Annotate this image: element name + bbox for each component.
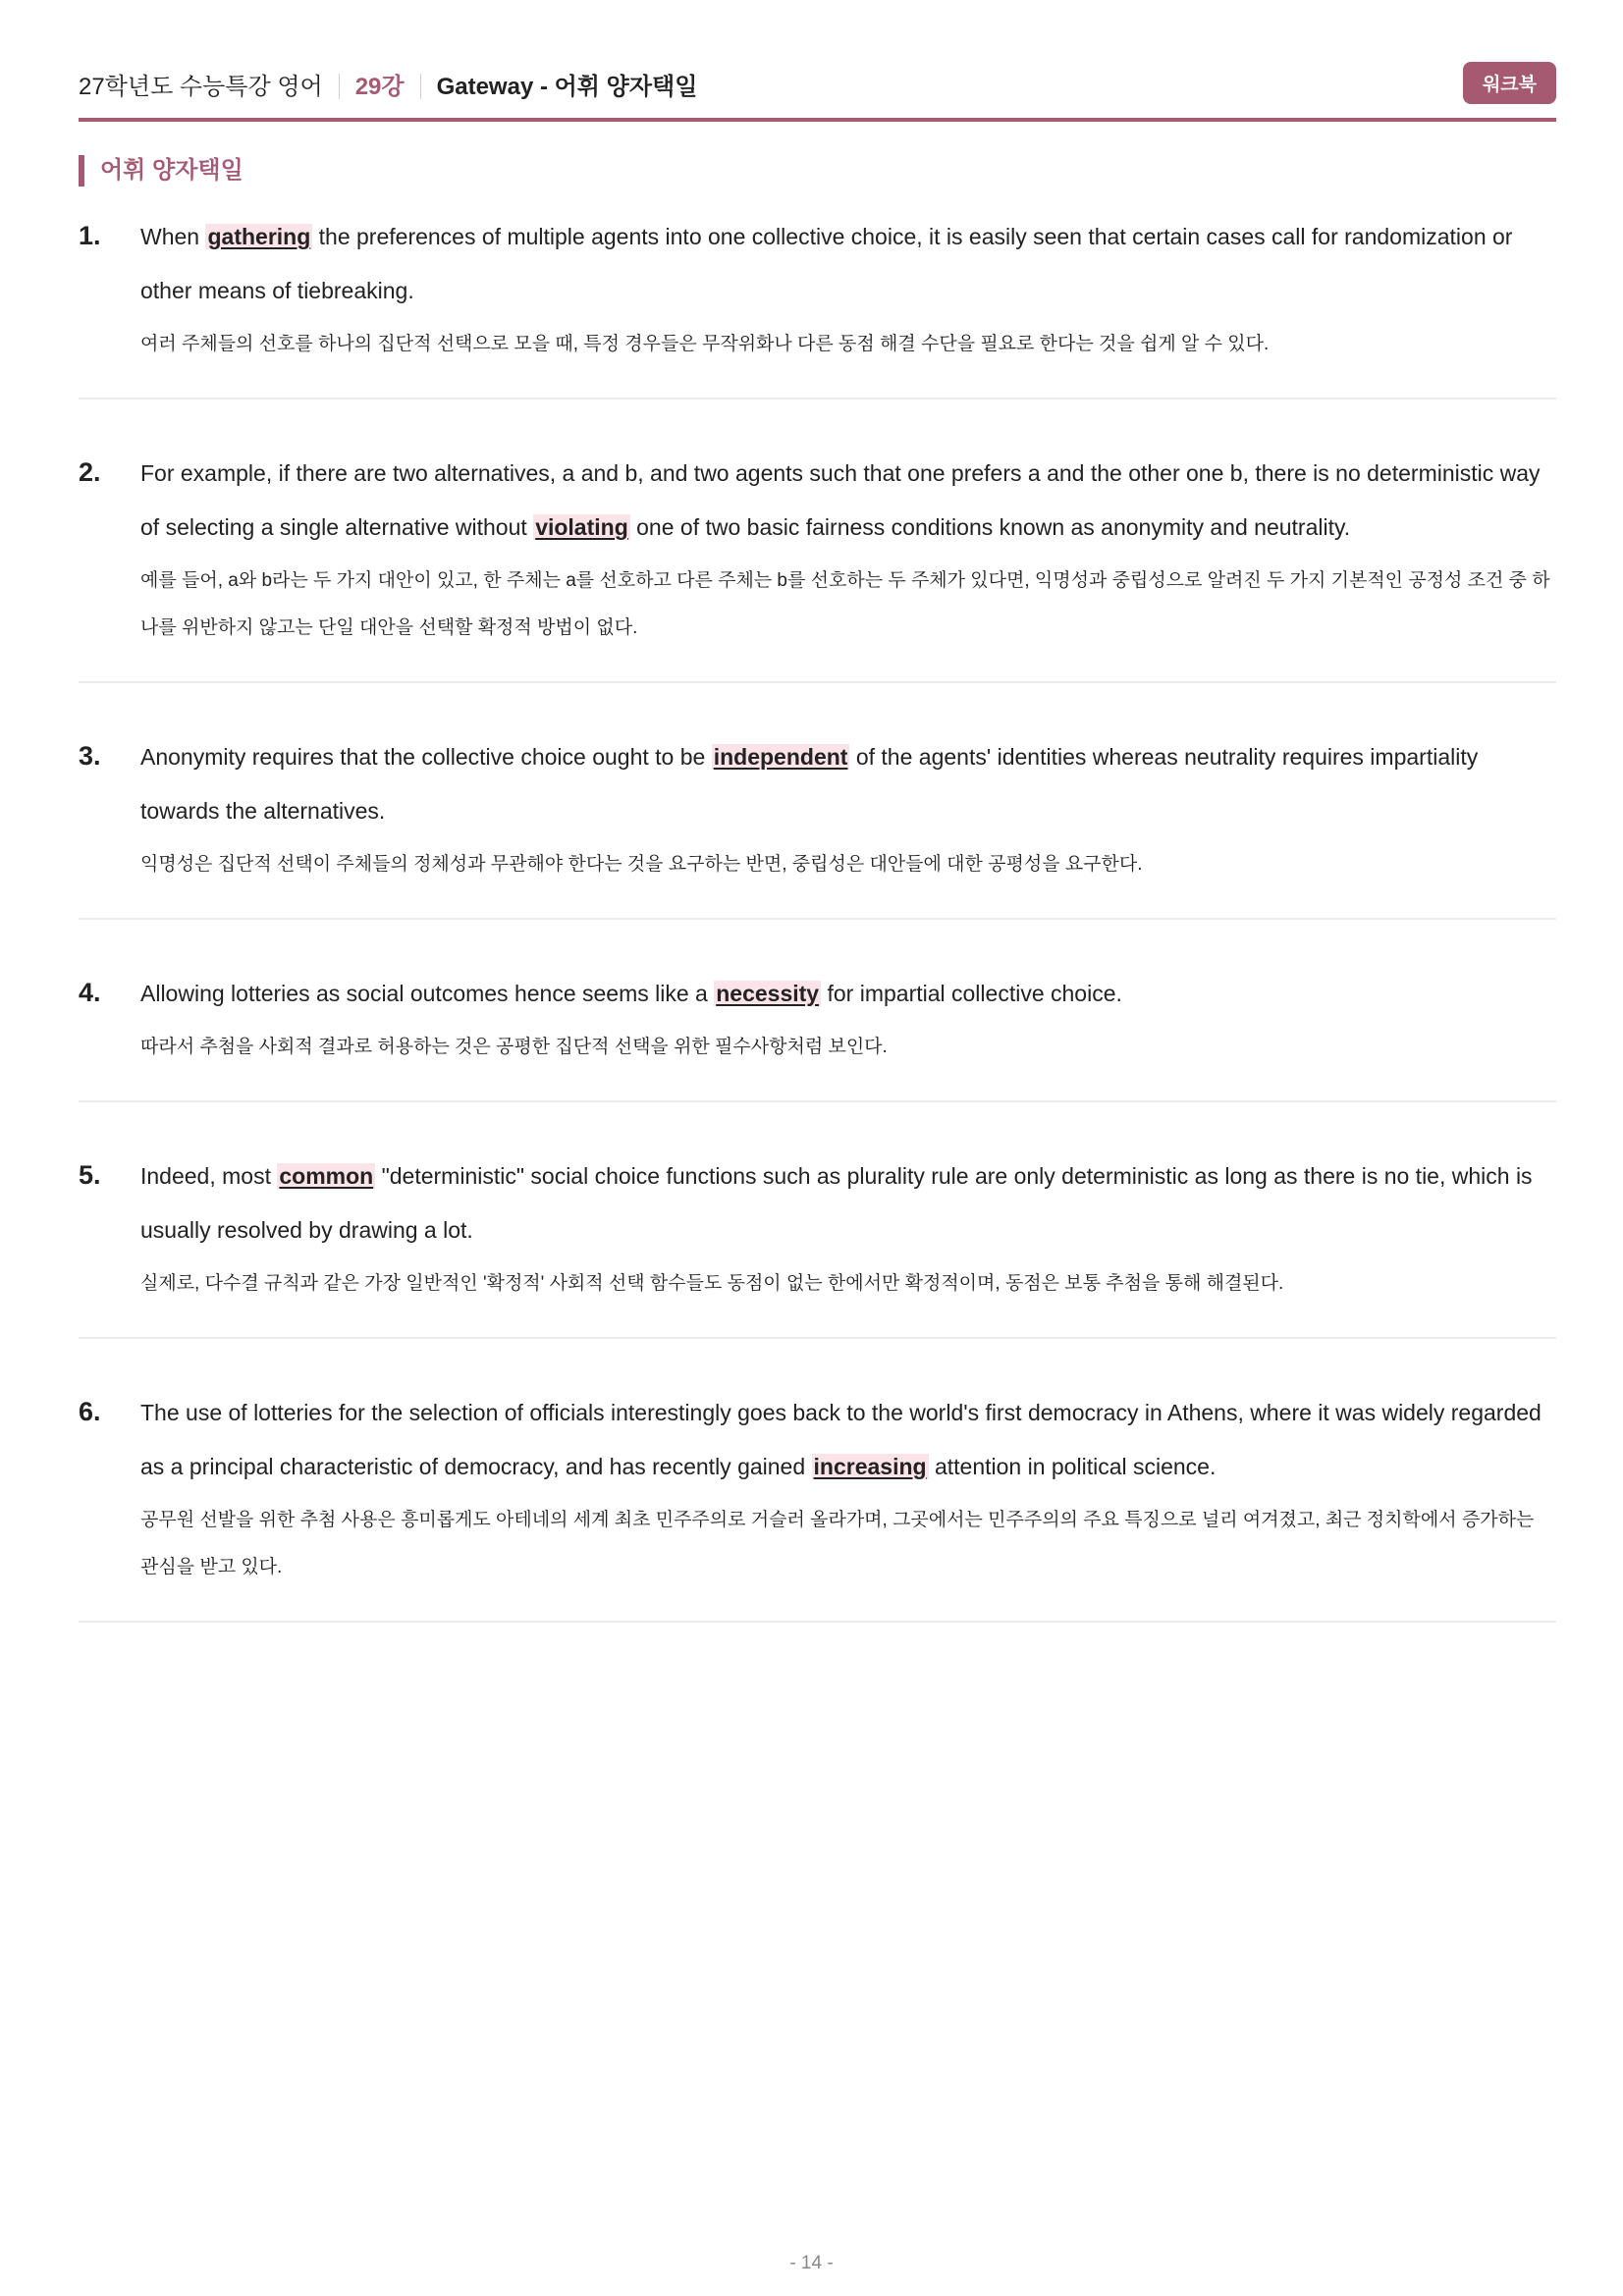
- course-name: 27학년도 수능특강 영어: [79, 74, 323, 100]
- list-item: [79, 726, 1556, 920]
- sentence-text: the preferences of multiple agents into one collective choice, it is easily seen that certain cases call for randomization or other means of tiebreaking.: [140, 224, 1513, 303]
- korean-translation: 예를 들어, a와 b라는 두 가지 대안이 있고, 한 주체는 a를 선호하고 다른 주체는 b를 선호하는 두 주체가 있다면, 익명성과 중립성으로 알려진 두 가지 기본적인 공정성 조건 중 하나를 위반하지 않고는 단일 대안을 선택할 확정적 방법이 없다.: [140, 570, 1550, 638]
- sentence-text: When: [140, 224, 206, 249]
- header-divider: [339, 74, 340, 99]
- sentence-text: "deterministic" social choice functions such as plurality rule are only deterministic as long as there is no tie, which is usually resolved by drawing a lot.: [140, 1163, 1533, 1243]
- page-number: - 14 -: [789, 2253, 834, 2273]
- korean-translation: 따라서 추첨을 사회적 결과로 허용하는 것은 공평한 집단적 선택을 위한 필수사항처럼 보인다.: [140, 1037, 888, 1057]
- english-sentence: [140, 1149, 1556, 1257]
- sentence-text: Anonymity requires that the collective choice ought to be: [140, 744, 712, 770]
- list-item: [79, 443, 1556, 683]
- keyword-highlight: increasing: [813, 1454, 927, 1479]
- sentence-text: For example, if there are two alternatives, a and b, and two agents such that one prefers a and the other one b, there is no deterministic way of selecting a single alternative without: [140, 460, 1541, 540]
- header-breadcrumb: [79, 67, 697, 101]
- list-item: [79, 1382, 1556, 1623]
- keyword-highlight: necessity: [716, 981, 820, 1006]
- korean-translation: 공무원 선발을 위한 추첨 사용은 흥미롭게도 아테네의 세계 최초 민주주의로 거슬러 올라가며, 그곳에서는 민주주의의 주요 특징으로 널리 여겨졌고, 최근 정치학에서 증가하는 관심을 받고 있다.: [140, 1510, 1535, 1577]
- english-sentence: [140, 730, 1556, 838]
- item-number: 6.: [79, 1397, 101, 1426]
- item-number: 5.: [79, 1160, 101, 1190]
- page-header: [79, 59, 1556, 122]
- sentence-text: The use of lotteries for the selection of officials interestingly goes back to the world's first democracy in Athens, where it was widely regarded as a principal characteristic of democracy, and has recently gained: [140, 1400, 1542, 1479]
- header-divider: [420, 74, 421, 99]
- item-number: 1.: [79, 221, 101, 250]
- item-number: 3.: [79, 741, 101, 771]
- english-sentence: [140, 447, 1556, 555]
- list-item: [79, 1146, 1556, 1339]
- english-sentence: [140, 967, 1556, 1021]
- korean-translation: 실제로, 다수결 규칙과 같은 가장 일반적인 '확정적' 사회적 선택 함수들도 동점이 없는 한에서만 확정적이며, 동점은 보통 추첨을 통해 해결된다.: [140, 1273, 1284, 1294]
- section-title: 어휘 양자택일: [79, 155, 243, 187]
- keyword-highlight: violating: [535, 514, 628, 540]
- list-item: [79, 963, 1556, 1102]
- sentence-text: one of two basic fairness conditions known as anonymity and neutrality.: [629, 514, 1351, 540]
- item-list: [79, 206, 1556, 1666]
- sentence-text: of the agents' identities whereas neutrality requires impartiality towards the alternatives.: [140, 744, 1479, 824]
- english-sentence: [140, 1386, 1556, 1494]
- sentence-text: Indeed, most: [140, 1163, 278, 1189]
- keyword-highlight: independent: [713, 744, 848, 770]
- sentence-text: for impartial collective choice.: [821, 981, 1122, 1006]
- keyword-highlight: gathering: [207, 224, 311, 249]
- sentence-text: Allowing lotteries as social outcomes hence seems like a: [140, 981, 715, 1006]
- korean-translation: 익명성은 집단적 선택이 주체들의 정체성과 무관해야 한다는 것을 요구하는 반면, 중립성은 대안들에 대한 공평성을 요구한다.: [140, 854, 1143, 875]
- english-sentence: [140, 210, 1556, 318]
- sentence-text: attention in political science.: [928, 1454, 1217, 1479]
- lesson-number: 29강: [354, 74, 405, 100]
- workbook-badge: 워크북: [1463, 62, 1556, 104]
- item-number: 4.: [79, 978, 101, 1007]
- korean-translation: 여러 주체들의 선호를 하나의 집단적 선택으로 모을 때, 특정 경우들은 무작위화나 다른 동점 해결 수단을 필요로 한다는 것을 쉽게 알 수 있다.: [140, 334, 1270, 354]
- item-number: 2.: [79, 457, 101, 487]
- lesson-title: Gateway - 어휘 양자택일: [436, 74, 698, 100]
- list-item: [79, 206, 1556, 400]
- keyword-highlight: common: [279, 1163, 374, 1189]
